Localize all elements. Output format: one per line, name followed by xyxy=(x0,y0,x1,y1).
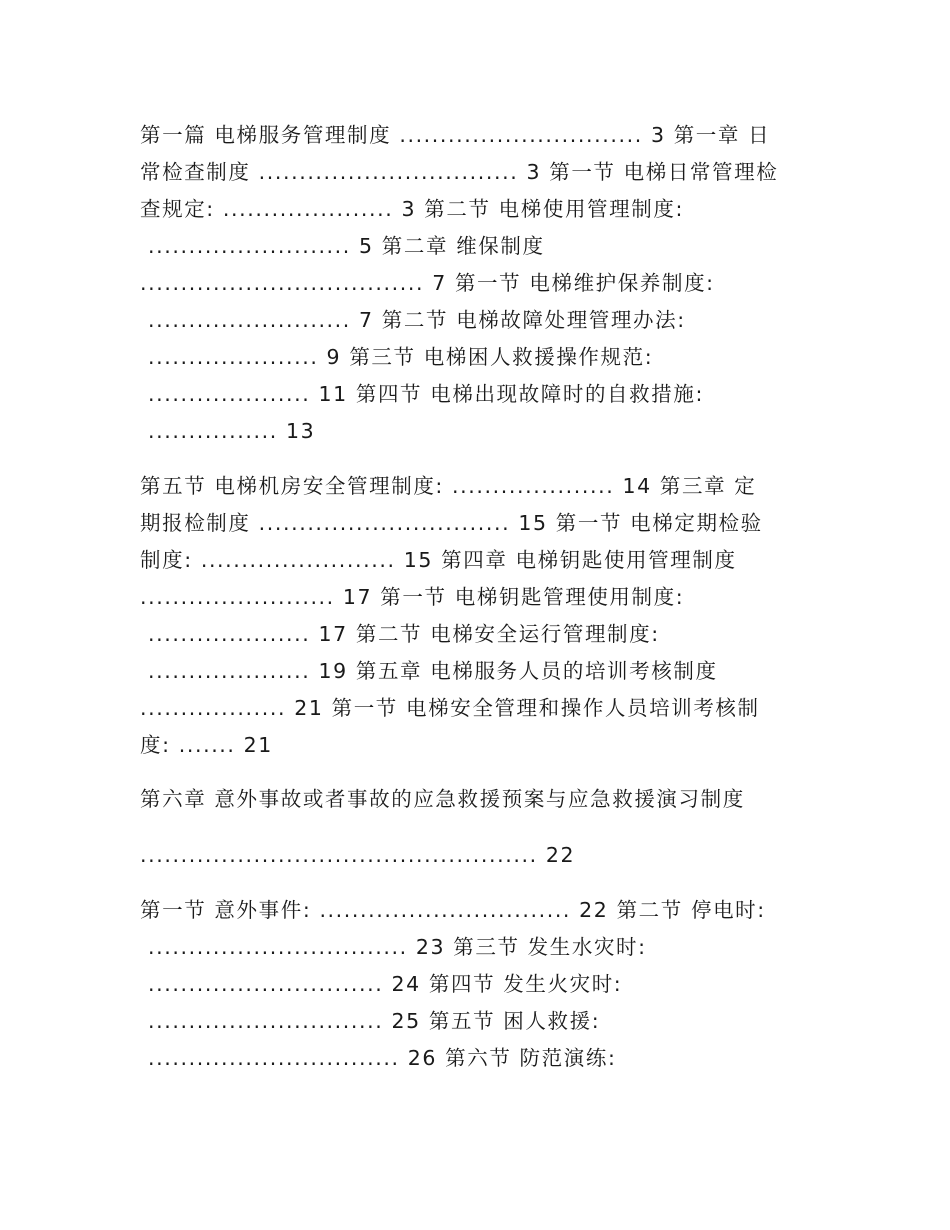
toc-line: 期报检制度 ............................... 15 第一节 电梯定期检验 xyxy=(140,511,763,535)
toc-line: ......................... 5 第二章 维保制度 xyxy=(148,234,545,258)
toc-line: 度: ....... 21 xyxy=(140,733,273,757)
toc-line: ................................ 23 第三节 发生水灾时: xyxy=(148,935,647,959)
toc-line: 制度: ........................ 15 第四章 电梯钥匙使用管理制度 xyxy=(140,548,737,572)
toc-line: .................... 11 第四节 电梯出现故障时的自救措施: xyxy=(148,382,704,406)
toc-line: ............................. 25 第五节 困人救援: xyxy=(148,1009,601,1033)
toc-line: ................ 13 xyxy=(148,419,316,443)
toc-line: ........................ 17 第一节 电梯钥匙管理使用制度: xyxy=(140,585,685,609)
toc-line: ................................................. 22 xyxy=(140,843,576,867)
toc-line: ................................... 7 第一节 电梯维护保养制度: xyxy=(140,271,715,295)
toc-line: 第一篇 电梯服务管理制度 .............................. 3 第一章 日 xyxy=(140,123,771,147)
toc-line: ......................... 7 第二节 电梯故障处理管理办法: xyxy=(148,308,686,332)
toc-line: .................... 17 第二节 电梯安全运行管理制度: xyxy=(148,622,660,646)
toc-line: ..................... 9 第三节 电梯困人救援操作规范: xyxy=(148,345,654,369)
toc-line: 第一节 意外事件: ............................... 22 第二节 停电时: xyxy=(140,898,766,922)
toc-line: 第五节 电梯机房安全管理制度: .................... 14 第三章 定 xyxy=(140,474,757,498)
toc-line: ............................. 24 第四节 发生火灾时: xyxy=(148,972,623,996)
toc-line: 常检查制度 ................................ 3 第一节 电梯日常管理检 xyxy=(140,160,779,184)
toc-line: ............................... 26 第六节 防范演练: xyxy=(148,1046,617,1070)
toc-line: .................... 19 第五章 电梯服务人员的培训考核制度 xyxy=(148,659,718,683)
toc-line: .................. 21 第一节 电梯安全管理和操作人员培训考核制 xyxy=(140,696,760,720)
toc-line: 查规定: ..................... 3 第二节 电梯使用管理制度: xyxy=(140,197,684,221)
toc-line: 第六章 意外事故或者事故的应急救援预案与应急救援演习制度 xyxy=(140,787,745,811)
